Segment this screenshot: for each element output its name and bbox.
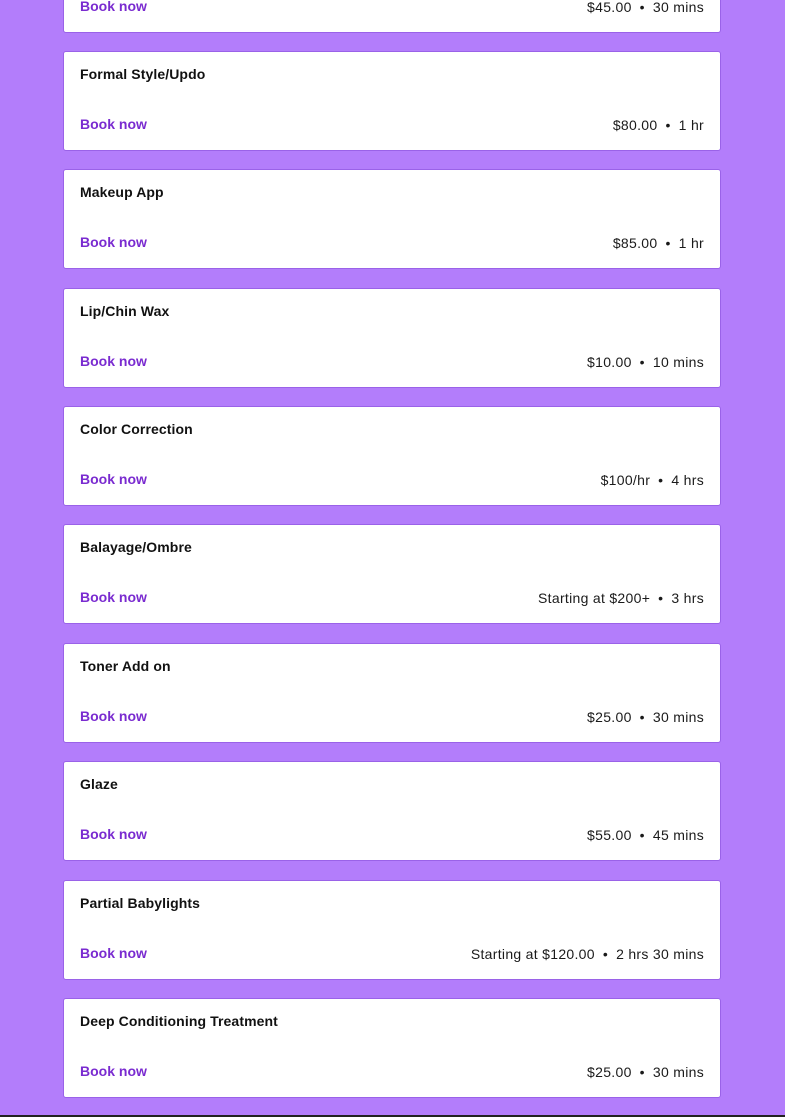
book-now-link[interactable]: Book now	[80, 353, 147, 369]
service-name: Lip/Chin Wax	[80, 303, 170, 319]
service-price: $85.00	[612, 235, 658, 251]
service-price: $25.00	[587, 1064, 632, 1080]
separator-dot: •	[602, 946, 609, 962]
service-duration: 3 hrs	[671, 590, 704, 606]
service-price: Starting at $200+	[538, 590, 651, 606]
book-now-link[interactable]: Book now	[80, 471, 147, 487]
service-name: Toner Add on	[80, 658, 171, 674]
service-duration: 30 mins	[652, 0, 704, 15]
service-card	[63, 524, 721, 624]
service-name: Glaze	[80, 776, 118, 792]
service-duration: 1 hr	[678, 235, 704, 251]
service-duration: 2 hrs 30 mins	[616, 946, 704, 962]
service-price: $25.00	[587, 709, 632, 725]
service-meta	[587, 709, 704, 725]
service-name: Formal Style/Updo	[80, 66, 206, 82]
service-meta	[538, 590, 704, 606]
book-now-link[interactable]: Book now	[80, 589, 147, 605]
separator-dot: •	[639, 827, 645, 843]
separator-dot: •	[639, 0, 645, 15]
service-duration: 30 mins	[652, 1064, 704, 1080]
separator-dot: •	[639, 1064, 645, 1080]
service-meta	[613, 117, 704, 133]
book-now-link[interactable]: Book now	[80, 116, 147, 132]
book-now-link[interactable]: Book now	[80, 0, 147, 14]
separator-dot: •	[658, 590, 664, 606]
service-meta	[587, 1064, 704, 1080]
service-meta	[471, 946, 704, 962]
service-price: $80.00	[612, 117, 658, 133]
service-name: Balayage/Ombre	[80, 539, 192, 555]
service-card	[63, 169, 721, 269]
service-card	[63, 0, 721, 33]
book-now-link[interactable]: Book now	[80, 945, 147, 961]
service-card	[63, 998, 721, 1098]
service-card	[63, 761, 721, 861]
service-price: $45.00	[587, 0, 632, 15]
service-meta	[587, 354, 704, 370]
service-duration: 4 hrs	[671, 472, 704, 488]
service-name: Color Correction	[80, 421, 193, 437]
book-now-link[interactable]: Book now	[80, 234, 147, 250]
separator-dot: •	[665, 117, 671, 133]
service-name: Partial Babylights	[80, 895, 201, 911]
service-card	[63, 51, 721, 151]
separator-dot: •	[658, 472, 664, 488]
book-now-link[interactable]: Book now	[80, 1063, 147, 1079]
book-now-link[interactable]: Book now	[80, 708, 147, 724]
service-price: $10.00	[587, 354, 632, 370]
separator-dot: •	[639, 354, 645, 370]
book-now-link[interactable]: Book now	[80, 826, 147, 842]
service-meta	[587, 0, 704, 15]
separator-dot: •	[665, 235, 671, 251]
service-card	[63, 288, 721, 388]
service-card	[63, 643, 721, 743]
service-name: Deep Conditioning Treatment	[80, 1013, 278, 1029]
service-duration: 10 mins	[652, 354, 704, 370]
service-duration: 45 mins	[652, 827, 704, 843]
separator-dot: •	[639, 709, 645, 725]
service-duration: 30 mins	[652, 709, 704, 725]
service-price: $55.00	[587, 827, 632, 843]
service-card	[63, 880, 721, 980]
service-name: Makeup App	[80, 184, 164, 200]
service-duration: 1 hr	[678, 117, 704, 133]
service-meta	[613, 235, 704, 251]
service-meta	[587, 827, 704, 843]
service-price: $100/hr	[600, 472, 651, 488]
service-price: Starting at $120.00	[470, 946, 595, 962]
service-card	[63, 406, 721, 506]
service-meta	[601, 472, 704, 488]
